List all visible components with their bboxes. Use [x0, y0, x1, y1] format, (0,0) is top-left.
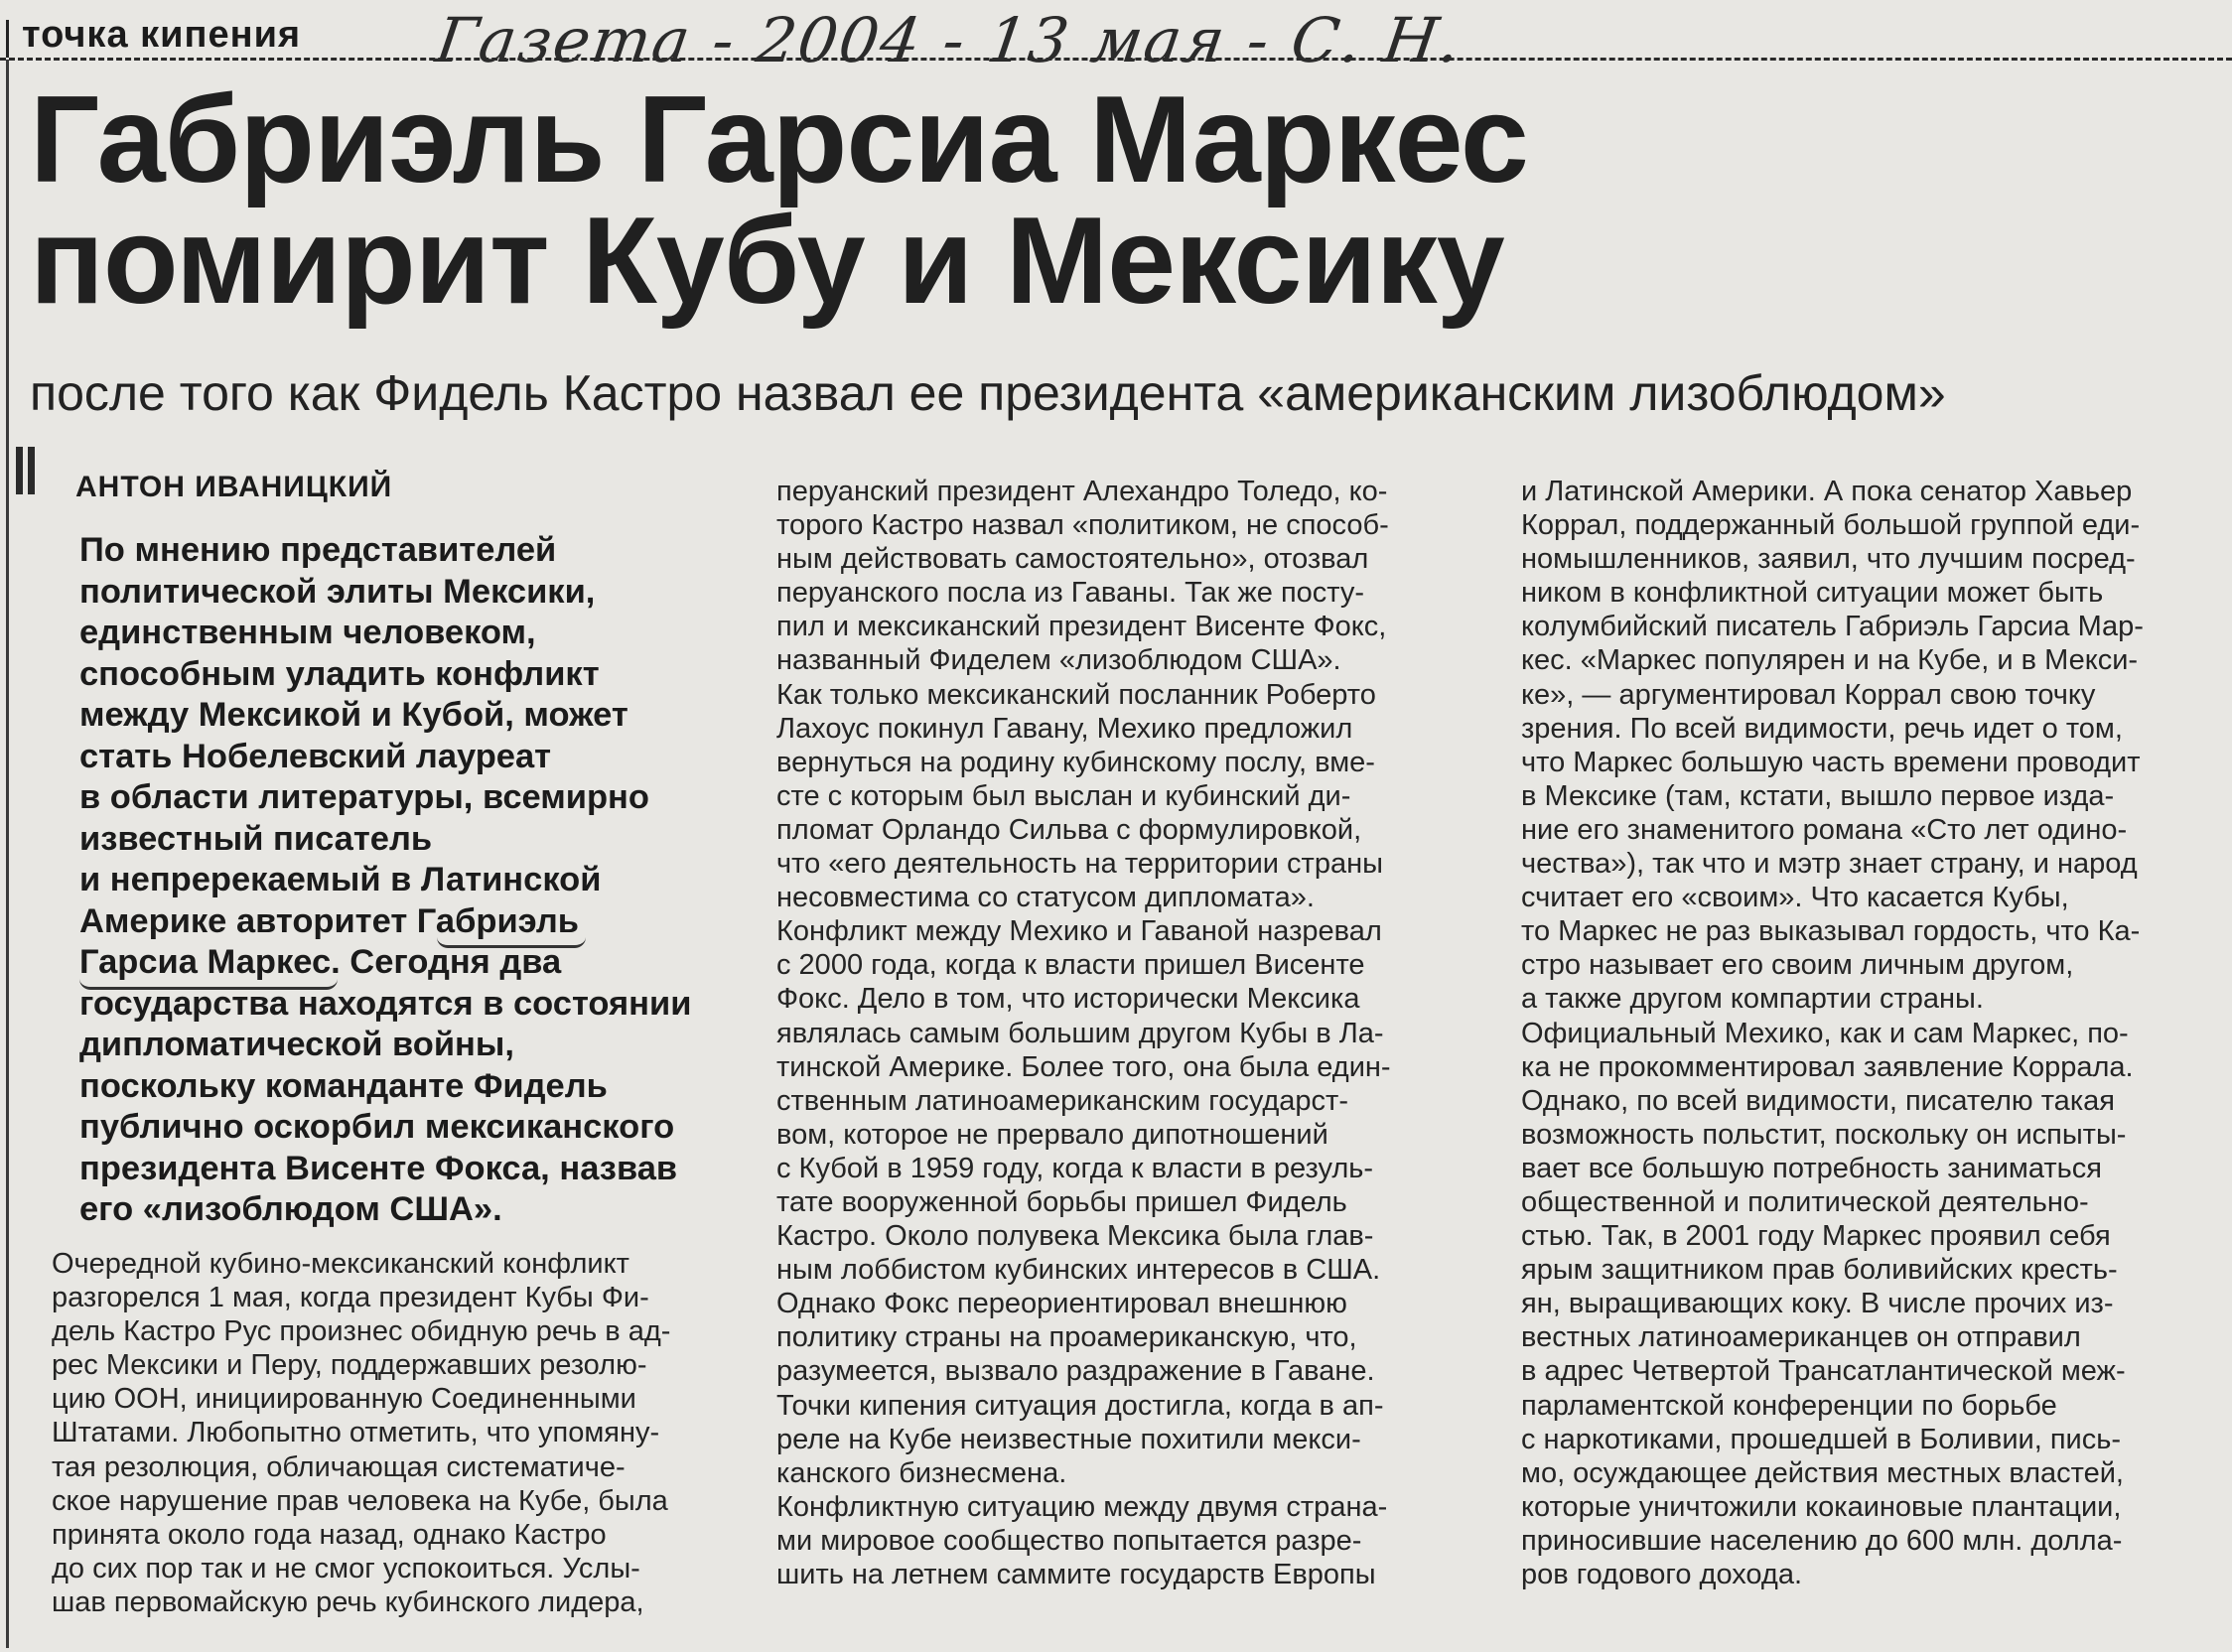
handwritten-note: Газета - 2004 - 13 мая - С. Н.	[431, 4, 1466, 76]
pen-underline-mark	[79, 979, 338, 990]
rubric-label: точка кипения	[22, 14, 302, 56]
article-column-3: и Латинской Америки. А пока сенатор Хавьер Коррал, поддержанный большой группой еди- номышленников, заявил, что лучшим посред- ником в конфликтной ситуации может быть колумбийский писатель Габриэль Гарсиа Мар- кес. «Маркес популярен и на Кубе, и в Мекси- ке», — аргументировал Коррал свою точку зрения. По всей видимости, речь идет о том, что Маркес большую часть времени проводит в Мексике (там, кстати, вышло первое изда- ние его знаменитого романа «Сто лет одино- чества»), так что и мэтр знает страну, и народ считает его «своим». Что касается Кубы, то Маркес не раз выказывал гордость, что Ка- стро называет его своим личным другом, а также другом компартии страны. Официальный Мехико, как и сам Маркес, по- ка не прокомментировал заявление Коррала. Однако, по всей видимости, писателю такая возможность польстит, поскольку он испыты- вает все большую потребность заниматься общественной и политической деятельно- стью. Так, в 2001 году Маркес проявил себя ярым защитником прав боливийских кресть- ян, выращивающих коку. В числе прочих из- вестных латиноамериканцев он отправил в адрес Четвертой Трансатлантической меж- парламентской конференции по борьбе с наркотиками, прошедшей в Боливии, пись- мо, осуждающее действия местных властей, которые уничтожили кокаиновые плантации, приносившие населению до 600 млн. долла- ров годового дохода.	[1521, 476, 2144, 1590]
author-byline: АНТОН ИВАНИЦКИЙ	[75, 471, 393, 503]
author-marker-icon	[16, 447, 52, 496]
headline: Габриэль Гарсиа Маркес помирит Кубу и Мексику	[30, 71, 1528, 330]
pen-underline-mark	[437, 937, 586, 948]
article-column-1: Очередной кубино-мексиканский конфликт разгорелся 1 мая, когда президент Кубы Фи- дель Кастро Рус произнес обидную речь в ад- рес Мексики и Перу, поддержавших резолю- цию ООН, инициированную Соединенными Штатами. Любопытно отметить, что упомяну- тая резолюция, обличающая систематиче- ское нарушение прав человека на Кубе, была принята около года назад, однако Кастро до сих пор так и не смог успокоиться. Услы- шав первомайскую речь кубинского лидера,	[52, 1248, 671, 1618]
lead-paragraph: По мнению представителей политической элиты Мексики, единственным человеком, способным уладить конфликт между Мексикой и Кубой, может стать Нобелевский лауреат в области литературы, всемирно известный писатель и непререкаемый в Латинской Америке авторитет Габриэль Гарсиа Маркес. Сегодня два государства находятся в состоянии дипломатической войны, поскольку команданте Фидель публично оскорбил мексиканского президента Висенте Фокса, назвав его «лизоблюдом США».	[79, 531, 692, 1228]
left-margin-rule	[6, 60, 9, 1648]
article-column-2: перуанский президент Алехандро Толедо, ко- торого Кастро назвал «политиком, не способ- ным действовать самостоятельно», отозвал перуанского посла из Гаваны. Так же посту- пил и мексиканский президент Висенте Фокс, названный Фиделем «лизоблюдом США». Как только мексиканский посланник Роберто Лахоус покинул Гавану, Мехико предложил вернуться на родину кубинскому послу, вме- сте с которым был выслан и кубинский ди- пломат Орландо Сильва с формулировкой, что «его деятельность на территории страны несовместима со статусом дипломата». Конфликт между Мехико и Гаваной назревал с 2000 года, когда к власти пришел Висенте Фокс. Дело в том, что исторически Мексика являлась самым большим другом Кубы в Ла- тинской Америке. Более того, она была един- ственным латиноамериканским государст- вом, которое не прервало дипотношений с Кубой в 1959 году, когда к власти в резуль- тате вооруженной борьбы пришел Фидель Кастро. Около полувека Мексика была глав- ным лоббистом кубинских интересов в США. Однако Фокс переориентировал внешнюю политику страны на проамериканскую, что, разумеется, вызвало раздражение в Гаване. Точки кипения ситуация достигла, когда в ап- реле на Кубе неизвестные похитили мекси- канского бизнесмена. Конфликтную ситуацию между двумя страна- ми мировое сообщество попытается разре- шить на летнем саммите государств Европы	[776, 476, 1391, 1590]
rubric-rule	[6, 20, 9, 58]
subtitle: после того как Фидель Кастро назвал ее президента «американским лизоблюдом»	[30, 365, 1946, 421]
